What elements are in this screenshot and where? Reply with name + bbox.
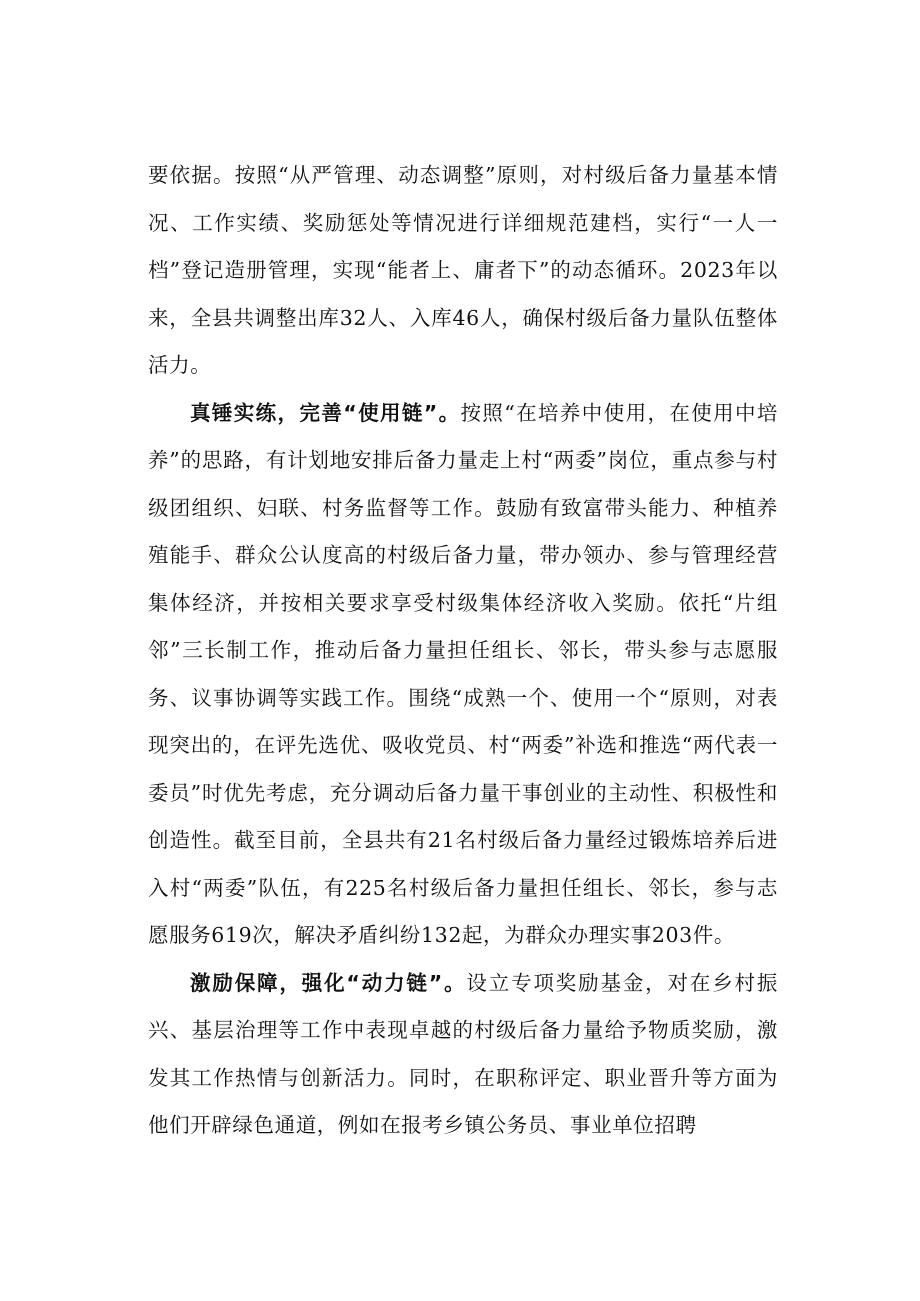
- paragraph-text: 要依据。按照“从严管理、动态调整”原则，对村级后备力量基本情况、工作实绩、奖励惩处等情况进行详细规范建档，实行“一人一档”登记造册管理，实现“能者上、庸者下”的动态循环。2023年以来，全县共调整出库32人、入库46人，确保村级后备力量队伍整体活力。: [148, 163, 778, 377]
- paragraph-motivation-chain: [148, 960, 778, 1150]
- paragraph-text: 设立专项奖励基金，对在乡村振兴、基层治理等工作中表现卓越的村级后备力量给予物质奖励，激发其工作热情与创新活力。同时，在职称评定、职业晋升等方面为他们开辟绿色通道，例如在报考乡镇公务员、事业单位招聘: [148, 970, 778, 1137]
- paragraph-continuation: [148, 152, 778, 390]
- document-body: [148, 152, 778, 1150]
- paragraph-lead-heading: 激励保障，强化“动力链”。: [190, 970, 467, 995]
- paragraph-text: 按照“在培养中使用，在使用中培养”的思路，有计划地安排后备力量走上村“两委”岗位，重点参与村级团组织、妇联、村务监督等工作。鼓励有致富带头能力、种植养殖能手、群众公认度高的村级后备力量，带办领办、参与管理经营集体经济，并按相关要求享受村级集体经济收入奖励。依托“片组邻”三长制工作，推动后备力量担任组长、邻长，带头参与志愿服务、议事协调等实践工作。围绕“成熟一个、使用一个“原则，对表现突出的，在评先选优、吸收党员、村“两委”补选和推选“两代表一委员”时优先考虑，充分调动后备力量干事创业的主动性、积极性和创造性。截至目前，全县共有21名村级后备力量经过锻炼培养后进入村“两委”队伍，有225名村级后备力量担任组长、邻长，参与志愿服务619次，解决矛盾纠纷132起，为群众办理实事203件。: [148, 400, 779, 947]
- paragraph-lead-heading: 真锤实练，完善“使用链”。: [190, 400, 461, 425]
- paragraph-usage-chain: [148, 390, 778, 960]
